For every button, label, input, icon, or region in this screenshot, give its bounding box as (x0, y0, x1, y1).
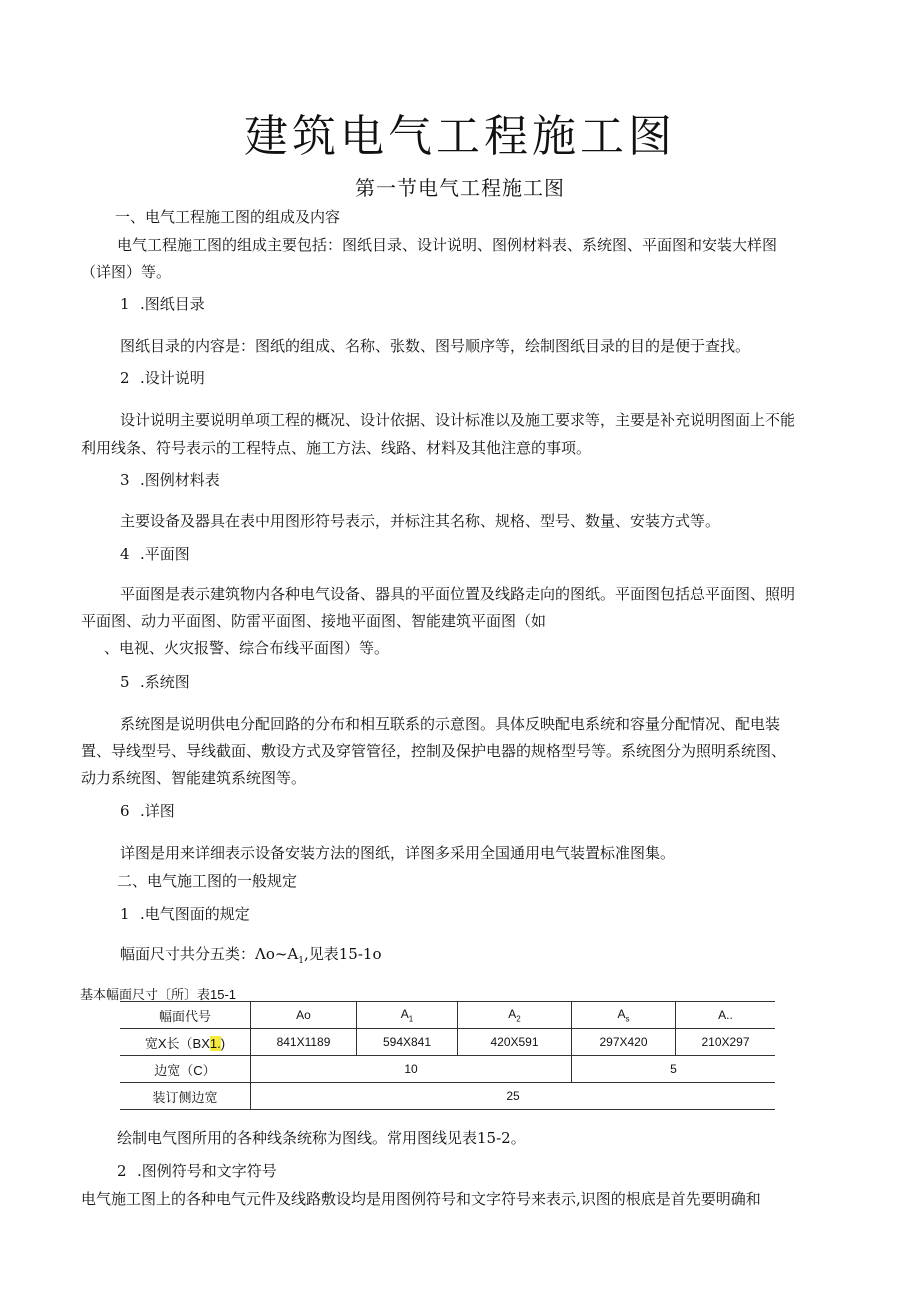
item-title-catalog: .图纸目录 (140, 295, 205, 313)
paragraph-design-notes-line-1: 设计说明主要说明单项工程的概况、设计依据、设计标准以及施工要求等，主要是补充说明图面上不能 (120, 411, 796, 429)
item-number: 3 (120, 471, 130, 489)
item-title-design-notes: .设计说明 (140, 369, 205, 387)
item-title-symbols: .图例符号和文字符号 (137, 1162, 277, 1180)
paragraph-catalog: 图纸目录的内容是：图纸的组成、名称、张数、图号顺序等，绘制图纸目录的目的是便于查找。 (120, 337, 751, 355)
item-number: 2 (120, 369, 130, 387)
item-title-drawing-surface: .电气图面的规定 (140, 905, 250, 923)
paragraph-detail: 详图是用来详细表示设备安装方法的图纸，详图多采用全国通用电气装置标准图集。 (120, 844, 676, 862)
item-number: 4 (120, 545, 130, 563)
paragraph-intro-line-1: 电气工程施工图的组成主要包括：图纸目录、设计说明、图例材料表、系统图、平面图和安装大样图 (117, 236, 778, 254)
paragraph-design-notes-line-2: 利用线条、符号表示的工程特点、施工方法、线路、材料及其他注意的事项。 (81, 439, 592, 457)
section-heading-1: 一、电气工程施工图的组成及内容 (115, 208, 341, 226)
paragraph-plan-line-3: 、电视、火灾报警、综合布线平面图）等。 (104, 639, 390, 657)
table-cell: $A_1$ (357, 1002, 458, 1029)
section-title: 第一节电气工程施工图 (355, 176, 565, 200)
sheet-size-table (120, 1001, 775, 1110)
paragraph-legend: 主要设备及器具在表中用图形符号表示，并标注其名称、规格、型号、数量、安装方式等。 (120, 512, 721, 530)
table-cell: 420X591 (458, 1029, 572, 1056)
paragraph-system-line-3: 动力系统图、智能建筑系统图等。 (81, 769, 307, 787)
item-title-plan: .平面图 (140, 545, 190, 563)
item-number: 1 (120, 295, 130, 313)
table-cell: 10 (251, 1056, 572, 1083)
table-cell: 297X420 (572, 1029, 676, 1056)
item-number: 5 (120, 673, 130, 691)
item-title-legend: .图例材料表 (140, 471, 220, 489)
item-title-system: .系统图 (140, 673, 190, 691)
table-cell: $A_2$ (458, 1002, 572, 1029)
item-number: 1 (120, 905, 130, 923)
paragraph-lines: 绘制电气图所用的各种线条统称为图线。常用图线见表15-2。 (117, 1129, 526, 1147)
highlight-mark: 1. (209, 1035, 221, 1051)
table-cell: A.. (676, 1002, 776, 1029)
paragraph-intro-line-2: （详图）等。 (81, 263, 172, 281)
row-label: 宽X长（BX1.) (120, 1029, 251, 1056)
paragraph-plan-line-2: 平面图、动力平面图、防雷平面图、接地平面图、智能建筑平面图（如 (81, 612, 547, 630)
item-number: 2 (117, 1162, 127, 1180)
item-number: 6 (120, 802, 130, 820)
table-cell: $A_s$ (572, 1002, 676, 1029)
table-caption: 基本幅面尺寸〔所〕表15-1 (80, 987, 237, 1002)
table-cell: 594X841 (357, 1029, 458, 1056)
row-label: 装订侧边宽 (120, 1083, 251, 1110)
table-cell: 5 (572, 1056, 776, 1083)
paragraph-sheet-sizes: 幅面尺寸共分五类：$\Lambda o\sim A_1$,见表15-1o (120, 945, 382, 966)
table-row (120, 1029, 775, 1056)
table-row (120, 1056, 775, 1083)
table-row (120, 1083, 775, 1110)
section-heading-2: 二、电气施工图的一般规定 (117, 872, 298, 890)
paragraph-system-line-1: 系统图是说明供电分配回路的分布和相互联系的示意图。具体反映配电系统和容量分配情况、配电装 (120, 715, 781, 733)
table-cell: 25 (251, 1083, 776, 1110)
row-label: 边宽（C） (120, 1056, 251, 1083)
table-cell: 841X1189 (251, 1029, 357, 1056)
document-title: 建筑电气工程施工图 (244, 111, 676, 162)
table-cell: 210X297 (676, 1029, 776, 1056)
table-row (120, 1002, 775, 1029)
paragraph-plan-line-1: 平面图是表示建筑物内各种电气设备、器具的平面位置及线路走向的图纸。平面图包括总平面图、照明 (120, 585, 796, 603)
row-label: 幅面代号 (120, 1002, 251, 1029)
table-cell: Ao (251, 1002, 357, 1029)
paragraph-system-line-2: 置、导线型号、导线截面、敷设方式及穿管管径，控制及保护电器的规格型号等。系统图分为照明系统图、 (81, 742, 787, 760)
item-title-detail: .详图 (140, 802, 175, 820)
paragraph-symbols: 电气施工图上的各种电气元件及线路敷设均是用图例符号和文字符号来表示,识图的根底是首先要明确和 (81, 1190, 761, 1208)
